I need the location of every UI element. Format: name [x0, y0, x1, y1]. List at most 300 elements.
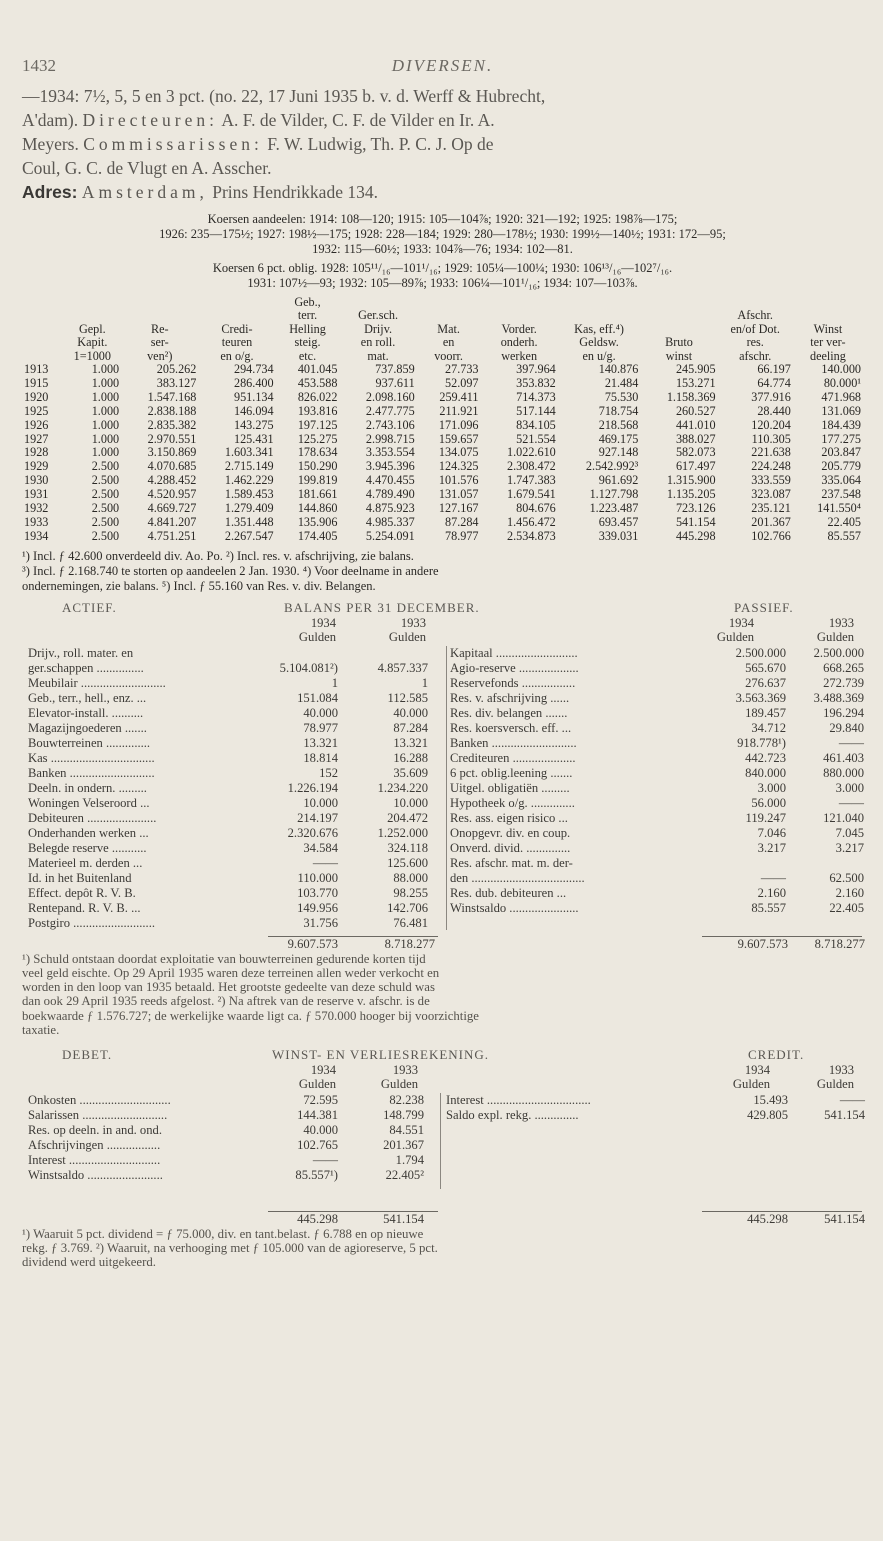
table-cell: 2.500: [91, 459, 120, 474]
financial-history-table: [22, 296, 863, 544]
table-cell: 101.576: [438, 473, 479, 488]
table-cell: 125.431: [233, 431, 274, 446]
table-cell: 87.284: [445, 515, 479, 529]
passief-value-1933: 3.488.369: [813, 690, 864, 705]
address-city: Amsterdam,: [81, 182, 208, 202]
debet-label: Afschrijvingen .................: [28, 1138, 161, 1153]
actief-label: Elevator-install. ..........: [28, 705, 144, 720]
passief-value-1933: 29.840: [829, 720, 864, 735]
passief-value-1933: 7.045: [835, 825, 864, 840]
table-cell: 134.075: [438, 445, 479, 460]
passief-label: Kapitaal ..........................: [450, 645, 578, 660]
table-cell: 286.400: [233, 375, 274, 390]
profit-loss-footnote: [22, 1227, 863, 1270]
actief-value-1933: 40.000: [393, 705, 428, 720]
table-cell: 1.135.205: [666, 487, 716, 502]
actief-label: Deeln. in ondern. .........: [28, 780, 147, 795]
table-row: [22, 460, 863, 474]
actief-value-1933: 4.857.337: [377, 660, 428, 675]
column-header: Vorder. onderh. werken: [500, 321, 538, 363]
passief-value-1934: 56.000: [751, 795, 786, 810]
table-cell: 3.945.396: [365, 459, 415, 474]
table-cell: 135.906: [297, 515, 338, 529]
actief-value-1934: 18.814: [303, 750, 338, 765]
row-year: 1915: [24, 375, 49, 390]
table-cell: 260.527: [675, 403, 716, 418]
passief-value-1934: 3.563.369: [735, 690, 786, 705]
table-row: [22, 433, 863, 447]
column-header: [22, 296, 64, 363]
actief-value-1933: 98.255: [393, 885, 428, 900]
row-year: 1926: [24, 417, 49, 432]
table-cell: 203.847: [821, 445, 861, 460]
table-cell: 1.000: [91, 362, 120, 377]
footnote-line: rekg. ƒ 3.769. ²) Waaruit, na verhooging met ƒ 105.000 van de agioreserve, 5 pct.: [22, 1241, 438, 1256]
table-cell: 28.440: [757, 403, 791, 418]
table-cell: 617.497: [675, 459, 716, 474]
credit-row: [446, 1093, 863, 1108]
row-year: 1920: [24, 389, 49, 404]
table-cell: 127.167: [438, 501, 479, 516]
table-cell: 64.774: [757, 375, 791, 390]
passief-row: [450, 886, 863, 901]
passief-label: 6 pct. oblig.leening .......: [450, 765, 573, 780]
table-cell: 335.064: [821, 473, 861, 488]
table-cell: 1.022.610: [507, 445, 556, 460]
balance-column-heads: 1934 1933 Gulden Gulden 1934 1933 Gulden Gulden: [298, 615, 854, 644]
actief-value-1933: 1: [421, 675, 428, 690]
table-cell: 1.000: [91, 403, 120, 418]
table-cell: 834.105: [516, 417, 556, 432]
passief-value-1933: 2.160: [835, 885, 864, 900]
table-cell: 140.876: [598, 362, 639, 377]
table-cell: 1.456.472: [507, 515, 556, 529]
table-row: [22, 488, 863, 502]
passief-label: Onverd. divid. ..............: [450, 840, 571, 855]
passief-label: Res. dub. debiteuren ...: [450, 885, 567, 900]
passief-row: [450, 661, 863, 676]
passief-label: Res. div. belangen .......: [450, 705, 568, 720]
debet-label: Interest .............................: [28, 1153, 161, 1168]
table-cell: 224.248: [751, 459, 791, 474]
table-cell: 205.262: [156, 362, 197, 377]
table-row: [22, 446, 863, 460]
passief-value-1934: 34.712: [751, 720, 786, 735]
column-header: Winst ter ver- deeling: [809, 321, 846, 363]
passief-row: [450, 841, 863, 856]
row-year: 1930: [24, 473, 49, 488]
intro-line: Meyers. Commissarissen: F. W. Ludwig, Th. P. C. J. Op de: [22, 134, 494, 154]
table-cell: 4.669.727: [147, 501, 197, 516]
passief-value-1933: 121.040: [823, 810, 864, 825]
passief-row: [450, 766, 863, 781]
table-cell: 1.000: [91, 389, 120, 404]
passief-value-1933: 22.405: [829, 900, 864, 915]
table-cell: 4.875.923: [365, 501, 415, 516]
table-cell: 4.470.455: [365, 473, 415, 488]
debet-label: Winstsaldo ........................: [28, 1168, 163, 1183]
passief-label: den ....................................: [450, 870, 585, 885]
passief-row: [450, 871, 863, 886]
debet-value-1934: 85.557¹): [295, 1168, 338, 1183]
passief-value-1934: 565.670: [745, 660, 786, 675]
share-prices: Koersen aandeelen: 1914: 108—120; 1915: 105—104⅞; 1920: 321—192; 1925: 198⅞—175; 1926: 235—175½; 1927: 198½—175; 1928: 228—184; 1929: 280—178½; 1930: 199½—140½; 1931: 172—95; 1932: 115—60½; 1933: 104⅞—76; 1934: 102—81.: [159, 212, 726, 256]
table-cell: 4.789.490: [365, 487, 415, 502]
table-row: [22, 405, 863, 419]
passief-row: [450, 751, 863, 766]
intro-line: —1934: 7½, 5, 5 en 3 pct. (no. 22, 17 Juni 1935 b. v. d. Werff & Hubrecht,: [22, 86, 546, 106]
table-cell: 377.916: [751, 389, 791, 404]
section-title: DIVERSEN.: [391, 56, 494, 75]
bond-prices: Koersen 6 pct. oblig. 1928: 105¹¹/₁₆—101¹/₁₆; 1929: 105¼—100¼; 1930: 106¹³/₁₆—102⁷/₁₆. 1931: 107½—93; 1932: 105—89⅞; 1933: 106¼—101¹/₁₆; 1934: 107—103⅞.: [212, 261, 673, 290]
balance-total-1933-passief: 8.718.277: [814, 936, 865, 951]
passief-row: [450, 691, 863, 706]
table-cell: 294.734: [233, 362, 274, 377]
table-cell: 143.275: [233, 417, 274, 432]
table-row: [22, 391, 863, 405]
table-cell: 937.611: [375, 375, 415, 390]
table-cell: 1.547.168: [147, 389, 197, 404]
address-label: Adres:: [22, 182, 78, 202]
table-cell: 737.859: [375, 362, 415, 377]
table-cell: 201.367: [751, 515, 791, 529]
debet-value-1934: 102.765: [297, 1138, 338, 1153]
table-header-row: [22, 296, 863, 363]
credit-row: [446, 1108, 863, 1123]
actief-label: Geb., terr., hell., enz. ...: [28, 690, 147, 705]
column-header: Geb., terr. Helling steig. etc.: [289, 295, 326, 363]
actief-value-1933: 13.321: [393, 735, 428, 750]
passief-value-1934: 119.247: [745, 810, 786, 825]
passief-label: Crediteuren ....................: [450, 750, 576, 765]
table-cell: 75.530: [604, 389, 639, 404]
table-cell: 3.353.554: [365, 445, 415, 460]
table-cell: 582.073: [675, 445, 716, 460]
table-cell: 140.000: [821, 362, 861, 377]
table-cell: 1.000: [91, 431, 120, 446]
actief-value-1933: 112.585: [387, 690, 428, 705]
table-cell: 110.305: [751, 431, 791, 446]
debet-value-1934: ——: [312, 1153, 338, 1168]
actief-label: Materieel m. derden ...: [28, 855, 143, 870]
table-cell: 146.094: [233, 403, 274, 418]
table-cell: 1.589.453: [224, 487, 274, 502]
footnote-line: worden in den loop van 1935 betaald. Het grootste gedeelte van deze schuld was: [22, 980, 435, 995]
table-cell: 4.751.251: [147, 528, 197, 543]
column-header: Kas, eff.⁴) Geldsw. en u/g.: [574, 321, 624, 363]
table-cell: 441.010: [675, 417, 716, 432]
credit-value-1934: 429.805: [747, 1108, 788, 1123]
actief-value-1933: 16.288: [393, 750, 428, 765]
footnote-line: taxatie.: [22, 1022, 60, 1037]
table-cell: 804.676: [516, 501, 556, 516]
row-year: 1933: [24, 515, 49, 529]
table-cell: 1.000: [91, 445, 120, 460]
table-cell: 131.057: [438, 487, 479, 502]
credit-label: Saldo expl. rekg. ..............: [446, 1108, 579, 1123]
table-cell: 85.557: [827, 528, 861, 543]
column-header: Gepl. Kapit. 1=1000: [73, 321, 111, 363]
credit-value-1933: ——: [839, 1093, 865, 1108]
profit-loss-column-heads: 1934 1933 Gulden Gulden 1934 1933 Gulden Gulden: [298, 1063, 854, 1092]
table-cell: 1.223.487: [589, 501, 639, 516]
actief-value-1934: 40.000: [303, 705, 338, 720]
balance-sheet: [22, 598, 863, 1037]
actief-value-1934: 5.104.081²): [279, 660, 338, 675]
table-cell: 2.838.188: [147, 403, 197, 418]
table-cell: 22.405: [827, 515, 861, 529]
actief-value-1934: 103.770: [297, 885, 338, 900]
actief-value-1933: 35.609: [393, 765, 428, 780]
table-cell: 235.121: [751, 501, 791, 516]
profit-loss-rows: [22, 1093, 863, 1189]
table-cell: 4.288.452: [147, 473, 197, 488]
table-cell: 199.819: [297, 473, 338, 488]
table-cell: 102.766: [751, 528, 791, 543]
actief-value-1934: 10.000: [303, 795, 338, 810]
table-cell: 927.148: [598, 445, 639, 460]
actief-value-1934: 149.956: [297, 900, 338, 915]
table-cell: 353.832: [516, 375, 556, 390]
passief-value-1934: 918.778¹): [737, 735, 786, 750]
table-cell: 1.679.541: [507, 487, 556, 502]
table-cell: 521.554: [516, 431, 556, 446]
table-cell: 453.588: [297, 375, 338, 390]
debet-value-1933: 148.799: [383, 1108, 424, 1123]
actief-value-1934: 110.000: [297, 870, 338, 885]
table-cell: 174.405: [297, 528, 338, 543]
passief-label: Res. afschr. mat. m. der-: [450, 855, 573, 870]
table-cell: 397.964: [516, 362, 556, 377]
table-cell: 1.279.409: [224, 501, 274, 516]
table-cell: 21.484: [604, 375, 639, 390]
actief-label: Kas .................................: [28, 750, 155, 765]
directors-label: Directeuren:: [82, 110, 218, 130]
actief-label: Magazijngoederen .......: [28, 720, 147, 735]
table-cell: 1.000: [91, 375, 120, 390]
table-cell: 125.275: [297, 431, 338, 446]
table-cell: 1.603.341: [224, 445, 274, 460]
table-row: [22, 530, 863, 544]
debet-value-1933: 22.405²: [385, 1168, 424, 1183]
passief-label: Res. koersversch. eff. ...: [450, 720, 572, 735]
credit-label: Interest .................................: [446, 1093, 591, 1108]
actief-value-1933: 10.000: [393, 795, 428, 810]
passief-row: [450, 796, 863, 811]
actief-value-1933: 204.472: [387, 810, 428, 825]
debet-label: Res. op deeln. in and. ond.: [28, 1123, 162, 1138]
passief-row: [450, 826, 863, 841]
table-cell: 120.204: [751, 417, 791, 432]
table-cell: 159.657: [438, 431, 479, 446]
table-cell: 541.154: [675, 515, 716, 529]
passief-value-1934: 7.046: [757, 825, 786, 840]
table-cell: 2.500: [91, 515, 120, 529]
address-line: [22, 180, 863, 204]
debet-label: Salarissen ...........................: [28, 1108, 168, 1123]
footnote-line: ¹) Schuld ontstaan doordat exploitatie van bouwterreinen gedurende korten tijd: [22, 951, 426, 966]
credit-value-1934: 15.493: [753, 1093, 788, 1108]
passief-value-1933: 3.217: [835, 840, 864, 855]
row-year: 1928: [24, 445, 49, 460]
table-cell: 2.500: [91, 473, 120, 488]
row-year: 1932: [24, 501, 49, 516]
actief-label: Effect. depôt R. V. B.: [28, 885, 136, 900]
actief-label: ger.schappen ...............: [28, 660, 144, 675]
table-cell: 221.638: [751, 445, 791, 460]
table-cell: 178.634: [297, 445, 338, 460]
table-row: [22, 502, 863, 516]
passief-value-1934: 276.637: [745, 675, 786, 690]
table-cell: 5.254.091: [365, 528, 415, 543]
table-cell: 2.542.992³: [585, 459, 639, 474]
balance-heading: ACTIEF. BALANS PER 31 DECEMBER. PASSIEF.: [62, 599, 794, 615]
debet-value-1934: 144.381: [297, 1108, 338, 1123]
column-header: Re- ser- ven²): [147, 321, 173, 363]
intro-line: Coul, G. C. de Vlugt en A. Asscher.: [22, 158, 272, 178]
passief-row: [450, 781, 863, 796]
table-row: [22, 363, 863, 377]
table-cell: 181.661: [297, 487, 338, 502]
profit-loss-heading: DEBET. WINST- EN VERLIESREKENING. CREDIT.: [62, 1047, 805, 1063]
address-street: Prins Hendrikkade 134.: [212, 182, 378, 202]
actief-value-1933: 76.481: [393, 915, 428, 930]
column-header: Credi- teuren en o/g.: [220, 321, 254, 363]
column-header: Afschr. en/of Dot. res. afschr.: [730, 308, 780, 363]
table-cell: 401.045: [297, 362, 338, 377]
table-cell: 718.754: [598, 403, 639, 418]
table-cell: 2.500: [91, 501, 120, 516]
table-cell: 1.351.448: [224, 515, 274, 529]
passief-label: Hypotheek o/g. ..............: [450, 795, 575, 810]
actief-label: Debiteuren ......................: [28, 810, 157, 825]
balance-total-1934-actief: 9.607.573: [287, 936, 338, 951]
passief-label: Res. ass. eigen risico ...: [450, 810, 568, 825]
passief-value-1934: 3.217: [757, 840, 786, 855]
passief-value-1934: 840.000: [745, 765, 786, 780]
row-year: 1913: [24, 362, 49, 377]
footnote-line: ¹) Waaruit 5 pct. dividend = ƒ 75.000, div. en tant.belast. ƒ 6.788 en op nieuwe: [22, 1227, 424, 1242]
passief-row: [450, 736, 863, 751]
passief-row: [450, 706, 863, 721]
passief-value-1934: 85.557: [751, 900, 786, 915]
actief-value-1933: 142.706: [387, 900, 428, 915]
actief-label: Belegde reserve ...........: [28, 840, 147, 855]
actief-value-1934: 152: [319, 765, 338, 780]
table-cell: 141.550⁴: [817, 501, 861, 516]
table-cell: 2.098.160: [365, 389, 415, 404]
table-cell: 197.125: [297, 417, 338, 432]
passief-value-1934: 189.457: [745, 705, 786, 720]
passief-label: Reservefonds .................: [450, 675, 576, 690]
table-cell: 245.905: [675, 362, 716, 377]
table-row: [22, 419, 863, 433]
table-cell: 714.373: [516, 389, 556, 404]
table-cell: 1.462.229: [224, 473, 274, 488]
table-cell: 693.457: [598, 515, 639, 529]
table-cell: 1.315.900: [666, 473, 716, 488]
table-cell: 153.271: [675, 375, 716, 390]
table-cell: 3.150.869: [147, 445, 197, 460]
table-cell: 445.298: [675, 528, 716, 543]
row-year: 1929: [24, 459, 49, 474]
company-intro: [22, 84, 863, 204]
passief-row: [450, 811, 863, 826]
passief-row: [450, 676, 863, 691]
actief-value-1934: 1: [331, 675, 338, 690]
column-header: Ger.sch. Drijv. en roll. mat.: [358, 308, 399, 363]
debet-value-1933: 84.551: [389, 1123, 424, 1138]
debet-value-1933: 201.367: [383, 1138, 424, 1153]
actief-label: Meubilair ...........................: [28, 675, 166, 690]
table-cell: 2.835.382: [147, 417, 197, 432]
pl-total-1933-credit: 541.154: [824, 1212, 865, 1227]
actief-value-1934: 151.084: [297, 690, 338, 705]
footnote-line: dividend werd uitgekeerd.: [22, 1255, 156, 1270]
passief-label: Banken ...........................: [450, 735, 577, 750]
passief-value-1933: 880.000: [823, 765, 864, 780]
table-cell: 471.968: [821, 389, 861, 404]
balance-totals: [22, 936, 863, 952]
passief-label: Onopgevr. div. en coup.: [450, 825, 571, 840]
table-cell: 951.134: [233, 389, 274, 404]
actief-value-1934: 78.977: [303, 720, 338, 735]
actief-label: Bouwterreinen ..............: [28, 735, 151, 750]
table-cell: 2.534.873: [507, 528, 556, 543]
debet-value-1933: 82.238: [389, 1093, 424, 1108]
actief-label: Id. in het Buitenland: [28, 870, 132, 885]
table-cell: 171.096: [438, 417, 479, 432]
table-cell: 131.069: [821, 403, 861, 418]
pl-total-1934-debet: 445.298: [297, 1212, 338, 1227]
actief-value-1933: 1.234.220: [377, 780, 428, 795]
passief-value-1934: ——: [760, 870, 786, 885]
table-cell: 211.921: [439, 403, 479, 418]
actief-value-1934: 214.197: [297, 810, 338, 825]
column-header: Mat. en voorr.: [434, 321, 463, 363]
passief-label: Res. v. afschrijving ......: [450, 690, 570, 705]
pl-total-1933-debet: 541.154: [383, 1212, 424, 1227]
table-cell: 2.267.547: [224, 528, 274, 543]
passief-value-1933: 461.403: [823, 750, 864, 765]
actief-value-1933: 88.000: [393, 870, 428, 885]
actief-value-1934: ——: [312, 855, 338, 870]
table-cell: 52.097: [445, 375, 479, 390]
actief-label: Postgiro ..........................: [28, 915, 155, 930]
credit-value-1933: 541.154: [824, 1108, 865, 1123]
table-cell: 2.308.472: [507, 459, 556, 474]
table-cell: 205.779: [821, 459, 861, 474]
table-cell: 469.175: [598, 431, 639, 446]
table-cell: 2.715.149: [224, 459, 274, 474]
actief-value-1934: 2.320.676: [287, 825, 338, 840]
passief-row: [450, 646, 863, 661]
table-cell: 66.197: [757, 362, 791, 377]
actief-label: Woningen Velseroord ...: [28, 795, 150, 810]
passief-value-1933: 668.265: [823, 660, 864, 675]
actief-value-1933: 125.600: [387, 855, 428, 870]
debet-label: Onkosten .............................: [28, 1093, 171, 1108]
table-cell: 4.070.685: [147, 459, 197, 474]
balance-rows: [22, 646, 863, 930]
footnote-line: boekwaarde ƒ 1.576.727; de werkelijke waarde ligt ca. ƒ 570.000 hooger bij voorzichtige: [22, 1008, 479, 1023]
table-row: [22, 516, 863, 530]
footnote-line: veel geld eischte. Op 29 April 1935 waren deze terreinen allen weder verkocht en: [22, 966, 440, 981]
row-year: 1931: [24, 487, 49, 502]
table-cell: 2.970.551: [147, 431, 197, 446]
actief-value-1934: 13.321: [303, 735, 338, 750]
table-row: [22, 377, 863, 391]
